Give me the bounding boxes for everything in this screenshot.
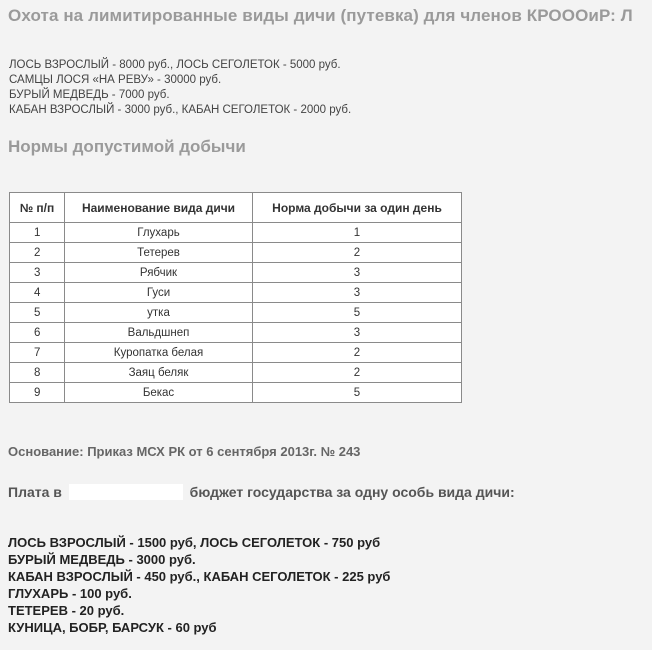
price-line: КАБАН ВЗРОСЛЫЙ - 3000 руб., КАБАН СЕГОЛЕТОК - 2000 руб.	[9, 104, 352, 116]
row-species: Рябчик	[65, 263, 253, 283]
table-row	[10, 363, 462, 383]
fee-line: БУРЫЙ МЕДВЕДЬ - 3000 руб.	[8, 552, 196, 567]
fee-line: ТЕТЕРЕВ - 20 руб.	[8, 603, 125, 618]
row-norm: 2	[253, 343, 462, 363]
row-species	[65, 303, 253, 323]
row-species: Тетерев	[65, 243, 253, 263]
row-number: 9	[10, 383, 65, 403]
state-fees	[8, 534, 390, 636]
fee-line: ЛОСЬ ВЗРОСЛЫЙ - 1500 руб, ЛОСЬ СЕГОЛЕТОК - 750 руб	[8, 535, 381, 550]
row-species-text: утка	[125, 307, 192, 319]
price-line: БУРЫЙ МЕДВЕДЬ - 7000 руб.	[9, 89, 170, 101]
fee-heading-prefix: Плата в	[8, 484, 62, 500]
row-norm: 5	[253, 383, 462, 403]
row-norm: 1	[253, 223, 462, 243]
table-row	[10, 383, 462, 403]
price-line: САМЦЫ ЛОСЯ «НА РЕВУ» - 30000 руб.	[9, 74, 222, 86]
fee-heading-suffix: бюджет государства за одну особь вида дичи:	[189, 484, 515, 500]
table-row	[10, 283, 462, 303]
fee-heading	[8, 484, 515, 500]
page-title: Охота на лимитированные виды дичи (путевка) для членов КРОООиР: Л	[8, 6, 633, 25]
row-number: 8	[10, 363, 65, 383]
table-row	[10, 323, 462, 343]
row-species: Вальдшнеп	[65, 323, 253, 343]
row-species: Глухарь	[65, 223, 253, 243]
row-number: 1	[10, 223, 65, 243]
table-row	[10, 243, 462, 263]
fee-line: КУНИЦА, БОБР, БАРСУК - 60 руб	[8, 620, 217, 635]
row-number: 4	[10, 283, 65, 303]
row-species: Заяц беляк	[65, 363, 253, 383]
row-species: Бекас	[65, 383, 253, 403]
row-number: 3	[10, 263, 65, 283]
row-species: Куропатка белая	[65, 343, 253, 363]
row-norm: 3	[253, 263, 462, 283]
license-prices	[9, 58, 351, 118]
row-norm: 2	[253, 363, 462, 383]
price-line: ЛОСЬ ВЗРОСЛЫЙ - 8000 руб., ЛОСЬ СЕГОЛЕТОК - 5000 руб.	[9, 59, 341, 71]
row-number: 2	[10, 243, 65, 263]
table-row	[10, 263, 462, 283]
row-number: 5	[10, 303, 65, 323]
row-norm: 2	[253, 243, 462, 263]
table-row	[10, 343, 462, 363]
fee-line: КАБАН ВЗРОСЛЫЙ - 450 руб., КАБАН СЕГОЛЕТОК - 225 руб	[8, 569, 391, 584]
table-row	[10, 303, 462, 323]
row-norm: 3	[253, 323, 462, 343]
table-row	[10, 223, 462, 243]
row-species: Гуси	[65, 283, 253, 303]
header-species: Наименование вида дичи	[65, 193, 253, 223]
row-norm: 5	[253, 303, 462, 323]
header-number: № п/п	[10, 193, 65, 223]
table-header-row	[10, 193, 462, 223]
row-number: 6	[10, 323, 65, 343]
norms-heading: Нормы допустимой добычи	[8, 137, 246, 156]
norms-table	[9, 192, 462, 403]
header-daily-norm: Норма добычи за один день	[253, 193, 462, 223]
fee-line: ГЛУХАРЬ - 100 руб.	[8, 586, 132, 601]
redacted-blank	[69, 484, 183, 500]
row-number: 7	[10, 343, 65, 363]
row-norm: 3	[253, 283, 462, 303]
legal-basis: Основание: Приказ МСХ РК от 6 сентября 2013г. № 243	[8, 444, 361, 459]
